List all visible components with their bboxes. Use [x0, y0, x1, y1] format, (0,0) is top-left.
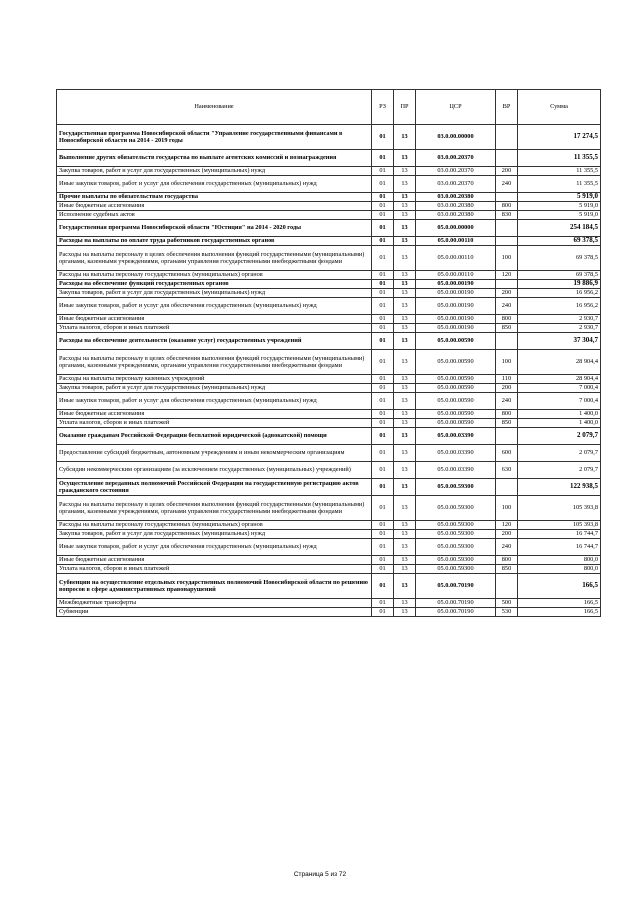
- table-row: [57, 599, 601, 608]
- table-row: [57, 608, 601, 617]
- cell-vr: [496, 428, 518, 445]
- cell-csr: 03.0.00.20370: [416, 150, 496, 167]
- cell-vr: [496, 150, 518, 167]
- cell-rz: 01: [372, 428, 394, 445]
- cell-csr: 05.0.00.03390: [416, 445, 496, 462]
- cell-sum: 800,0: [518, 565, 601, 574]
- table-row: [57, 176, 601, 193]
- cell-rz: 01: [372, 289, 394, 298]
- cell-csr: 05.0.00.70190: [416, 608, 496, 617]
- cell-vr: [496, 193, 518, 202]
- cell-rz: 01: [372, 298, 394, 315]
- cell-rz: 01: [372, 202, 394, 211]
- cell-vr: 120: [496, 271, 518, 280]
- cell-rz: 01: [372, 220, 394, 237]
- cell-rz: 01: [372, 599, 394, 608]
- cell-vr: 800: [496, 202, 518, 211]
- cell-pr: 13: [394, 211, 416, 220]
- cell-pr: 13: [394, 193, 416, 202]
- cell-name: Расходы на выплаты персоналу в целях обеспечения выполнения функций государственными (муниципальными) органами, казенными учреждениями, органами управления государственными внебюджетными фондами: [57, 350, 372, 375]
- table-body: [57, 125, 601, 617]
- table-row-section: [57, 193, 601, 202]
- table-row-section: [57, 333, 601, 350]
- page-number: Страница 5 из 72: [293, 871, 347, 878]
- table-row: [57, 167, 601, 176]
- cell-sum: 122 938,5: [518, 479, 601, 496]
- cell-pr: 13: [394, 479, 416, 496]
- cell-csr: 03.0.00.20380: [416, 202, 496, 211]
- cell-sum: 2 079,7: [518, 428, 601, 445]
- cell-sum: 105 393,8: [518, 521, 601, 530]
- cell-vr: 240: [496, 539, 518, 556]
- cell-csr: 05.0.00.70190: [416, 574, 496, 599]
- cell-vr: 110: [496, 375, 518, 384]
- cell-vr: 850: [496, 324, 518, 333]
- cell-sum: 166,5: [518, 599, 601, 608]
- cell-sum: 2 930,7: [518, 324, 601, 333]
- cell-rz: 01: [372, 574, 394, 599]
- cell-csr: 05.0.00.00590: [416, 350, 496, 375]
- cell-vr: 240: [496, 393, 518, 410]
- cell-name: Расходы на выплаты по оплате труда работников государственных органов: [57, 237, 372, 246]
- cell-sum: 166,5: [518, 608, 601, 617]
- cell-pr: 13: [394, 462, 416, 479]
- cell-name: Расходы на обеспечение деятельности (оказание услуг) государственных учреждений: [57, 333, 372, 350]
- cell-vr: 800: [496, 410, 518, 419]
- table-row: [57, 271, 601, 280]
- cell-pr: 13: [394, 565, 416, 574]
- cell-name: Прочие выплаты по обязательствам государства: [57, 193, 372, 202]
- cell-pr: 13: [394, 324, 416, 333]
- table-row-section: [57, 479, 601, 496]
- cell-sum: 7 000,4: [518, 393, 601, 410]
- cell-csr: 05.0.00.59300: [416, 539, 496, 556]
- cell-pr: 13: [394, 315, 416, 324]
- table-row: [57, 445, 601, 462]
- cell-pr: 13: [394, 539, 416, 556]
- cell-sum: 5 919,0: [518, 193, 601, 202]
- header-vr: ВР: [496, 90, 518, 125]
- cell-name: Субвенции на осуществление отдельных государственных полномочий Новосибирской области по решению вопросов в сфере административных правонарушений: [57, 574, 372, 599]
- cell-vr: 830: [496, 211, 518, 220]
- cell-name: Расходы на выплаты персоналу казенных учреждений: [57, 375, 372, 384]
- cell-csr: 05.0.00.59300: [416, 496, 496, 521]
- cell-csr: 03.0.00.20380: [416, 211, 496, 220]
- cell-name: Государственная программа Новосибирской области "Юстиция" на 2014 - 2020 годы: [57, 220, 372, 237]
- table-row: [57, 298, 601, 315]
- cell-rz: 01: [372, 280, 394, 289]
- cell-rz: 01: [372, 193, 394, 202]
- cell-name: Закупка товаров, работ и услуг для государственных (муниципальных) нужд: [57, 384, 372, 393]
- cell-pr: 13: [394, 237, 416, 246]
- cell-rz: 01: [372, 410, 394, 419]
- cell-vr: 530: [496, 608, 518, 617]
- cell-rz: 01: [372, 556, 394, 565]
- cell-name: Субвенции: [57, 608, 372, 617]
- table-row-section: [57, 220, 601, 237]
- header-name: Наименование: [57, 90, 372, 125]
- cell-pr: 13: [394, 608, 416, 617]
- cell-name: Субсидии некоммерческим организациям (за исключением государственных (муниципальных) учреждений): [57, 462, 372, 479]
- cell-pr: 13: [394, 496, 416, 521]
- cell-sum: 16 956,2: [518, 289, 601, 298]
- table-row-section: [57, 125, 601, 150]
- cell-pr: 13: [394, 220, 416, 237]
- cell-rz: 01: [372, 479, 394, 496]
- cell-pr: 13: [394, 393, 416, 410]
- table-row: [57, 324, 601, 333]
- cell-vr: 200: [496, 289, 518, 298]
- cell-pr: 13: [394, 350, 416, 375]
- cell-csr: 03.0.00.20380: [416, 193, 496, 202]
- cell-rz: 01: [372, 333, 394, 350]
- table-row: [57, 462, 601, 479]
- cell-csr: 05.0.00.59300: [416, 556, 496, 565]
- cell-sum: 28 904,4: [518, 375, 601, 384]
- cell-sum: 16 744,7: [518, 530, 601, 539]
- table-row: [57, 315, 601, 324]
- table-row: [57, 419, 601, 428]
- budget-table: [56, 89, 601, 617]
- cell-name: Иные закупки товаров, работ и услуг для обеспечения государственных (муниципальных) нужд: [57, 393, 372, 410]
- cell-name: Государственная программа Новосибирской области "Управление государственными финансами в Новосибирской области на 2014 - 2019 годы: [57, 125, 372, 150]
- table-row: [57, 556, 601, 565]
- cell-name: Оказание гражданам Российской Федерации бесплатной юридической (адвокатской) помощи: [57, 428, 372, 445]
- cell-name: Иные бюджетные ассигнования: [57, 410, 372, 419]
- cell-vr: 100: [496, 496, 518, 521]
- cell-pr: 13: [394, 445, 416, 462]
- cell-sum: 11 355,5: [518, 167, 601, 176]
- table-row: [57, 565, 601, 574]
- cell-rz: 01: [372, 375, 394, 384]
- table-row: [57, 246, 601, 271]
- cell-pr: 13: [394, 556, 416, 565]
- cell-rz: 01: [372, 393, 394, 410]
- cell-name: Расходы на выплаты персоналу в целях обеспечения выполнения функций государственными (муниципальными) органами, казенными учреждениями, органами управления государственными внебюджетными фондами: [57, 496, 372, 521]
- cell-csr: 05.0.00.00190: [416, 315, 496, 324]
- cell-name: Иные закупки товаров, работ и услуг для обеспечения государственных (муниципальных) нужд: [57, 298, 372, 315]
- cell-name: Уплата налогов, сборов и иных платежей: [57, 419, 372, 428]
- table-row-section: [57, 280, 601, 289]
- cell-csr: 05.0.00.00190: [416, 324, 496, 333]
- cell-csr: 05.0.00.59300: [416, 530, 496, 539]
- cell-csr: 05.0.00.03390: [416, 462, 496, 479]
- cell-name: Иные закупки товаров, работ и услуг для обеспечения государственных (муниципальных) нужд: [57, 176, 372, 193]
- cell-pr: 13: [394, 289, 416, 298]
- cell-sum: 254 184,5: [518, 220, 601, 237]
- cell-pr: 13: [394, 574, 416, 599]
- cell-pr: 13: [394, 202, 416, 211]
- cell-vr: 240: [496, 298, 518, 315]
- cell-csr: 05.0.00.00590: [416, 410, 496, 419]
- cell-csr: 05.0.00.00190: [416, 289, 496, 298]
- cell-sum: 69 378,5: [518, 271, 601, 280]
- cell-sum: 7 000,4: [518, 384, 601, 393]
- cell-sum: 105 393,8: [518, 496, 601, 521]
- cell-sum: 166,5: [518, 574, 601, 599]
- cell-name: Расходы на выплаты персоналу в целях обеспечения выполнения функций государственными (муниципальными) органами, казенными учреждениями, органами управления государственными внебюджетными фондами: [57, 246, 372, 271]
- cell-pr: 13: [394, 167, 416, 176]
- table-row-section: [57, 150, 601, 167]
- cell-vr: [496, 280, 518, 289]
- table-row: [57, 375, 601, 384]
- cell-csr: 05.0.00.00590: [416, 375, 496, 384]
- cell-name: Иные бюджетные ассигнования: [57, 202, 372, 211]
- cell-name: Закупка товаров, работ и услуг для государственных (муниципальных) нужд: [57, 530, 372, 539]
- cell-rz: 01: [372, 350, 394, 375]
- cell-csr: 03.0.00.00000: [416, 125, 496, 150]
- cell-pr: 13: [394, 428, 416, 445]
- cell-rz: 01: [372, 608, 394, 617]
- cell-csr: 05.0.00.00590: [416, 393, 496, 410]
- cell-rz: 01: [372, 167, 394, 176]
- cell-pr: 13: [394, 271, 416, 280]
- cell-name: Осуществление переданных полномочий Российской Федерации на государственную регистрацию актов гражданского состояния: [57, 479, 372, 496]
- table-row: [57, 393, 601, 410]
- cell-vr: [496, 125, 518, 150]
- cell-pr: 13: [394, 333, 416, 350]
- cell-rz: 01: [372, 150, 394, 167]
- cell-name: Закупка товаров, работ и услуг для государственных (муниципальных) нужд: [57, 289, 372, 298]
- cell-vr: 850: [496, 565, 518, 574]
- cell-csr: 05.0.00.59300: [416, 521, 496, 530]
- cell-rz: 01: [372, 176, 394, 193]
- cell-vr: 240: [496, 176, 518, 193]
- cell-name: Выполнение других обязательств государства по выплате агентских комиссий и вознаграждения: [57, 150, 372, 167]
- cell-rz: 01: [372, 315, 394, 324]
- cell-name: Расходы на обеспечение функций государственных органов: [57, 280, 372, 289]
- table-row: [57, 496, 601, 521]
- cell-vr: 200: [496, 530, 518, 539]
- cell-sum: 17 274,5: [518, 125, 601, 150]
- table-row: [57, 521, 601, 530]
- header-sum: Сумма: [518, 90, 601, 125]
- cell-sum: 28 904,4: [518, 350, 601, 375]
- cell-rz: 01: [372, 211, 394, 220]
- cell-sum: 16 744,7: [518, 539, 601, 556]
- cell-name: Иные бюджетные ассигнования: [57, 315, 372, 324]
- cell-sum: 800,0: [518, 556, 601, 565]
- cell-vr: 600: [496, 445, 518, 462]
- cell-vr: 800: [496, 556, 518, 565]
- cell-pr: 13: [394, 125, 416, 150]
- table-header-row: [57, 90, 601, 125]
- cell-vr: 630: [496, 462, 518, 479]
- cell-sum: 2 930,7: [518, 315, 601, 324]
- cell-name: Расходы на выплаты персоналу государственных (муниципальных) органов: [57, 271, 372, 280]
- cell-sum: 2 079,7: [518, 462, 601, 479]
- cell-sum: 11 355,5: [518, 150, 601, 167]
- cell-sum: 1 400,0: [518, 419, 601, 428]
- table-row-section: [57, 574, 601, 599]
- cell-vr: 500: [496, 599, 518, 608]
- cell-name: Расходы на выплаты персоналу государственных (муниципальных) органов: [57, 521, 372, 530]
- cell-vr: [496, 220, 518, 237]
- cell-name: Иные закупки товаров, работ и услуг для обеспечения государственных (муниципальных) нужд: [57, 539, 372, 556]
- cell-pr: 13: [394, 419, 416, 428]
- cell-rz: 01: [372, 125, 394, 150]
- cell-pr: 13: [394, 530, 416, 539]
- cell-pr: 13: [394, 375, 416, 384]
- cell-csr: 05.0.00.00590: [416, 384, 496, 393]
- cell-sum: 5 919,0: [518, 202, 601, 211]
- cell-rz: 01: [372, 271, 394, 280]
- cell-csr: 03.0.00.20370: [416, 176, 496, 193]
- cell-pr: 13: [394, 410, 416, 419]
- cell-rz: 01: [372, 565, 394, 574]
- table-row: [57, 530, 601, 539]
- cell-vr: [496, 333, 518, 350]
- cell-pr: 13: [394, 176, 416, 193]
- table-row: [57, 289, 601, 298]
- cell-sum: 5 919,0: [518, 211, 601, 220]
- cell-pr: 13: [394, 384, 416, 393]
- cell-name: Межбюджетные трансферты: [57, 599, 372, 608]
- cell-csr: 05.0.00.00590: [416, 333, 496, 350]
- cell-rz: 01: [372, 246, 394, 271]
- cell-sum: 19 886,9: [518, 280, 601, 289]
- cell-csr: 05.0.00.59300: [416, 565, 496, 574]
- cell-csr: 05.0.00.00590: [416, 419, 496, 428]
- cell-rz: 01: [372, 237, 394, 246]
- cell-vr: [496, 574, 518, 599]
- cell-vr: 100: [496, 246, 518, 271]
- cell-name: Предоставление субсидий бюджетным, автономным учреждениям и иным некоммерческим организациям: [57, 445, 372, 462]
- cell-pr: 13: [394, 280, 416, 289]
- cell-rz: 01: [372, 445, 394, 462]
- table-row: [57, 410, 601, 419]
- cell-rz: 01: [372, 419, 394, 428]
- cell-vr: 120: [496, 521, 518, 530]
- cell-name: Исполнение судебных актов: [57, 211, 372, 220]
- cell-pr: 13: [394, 150, 416, 167]
- cell-sum: 69 378,5: [518, 237, 601, 246]
- table-row-section: [57, 428, 601, 445]
- cell-rz: 01: [372, 462, 394, 479]
- cell-csr: 05.0.00.59300: [416, 479, 496, 496]
- cell-sum: 1 400,0: [518, 410, 601, 419]
- cell-vr: 850: [496, 419, 518, 428]
- cell-pr: 13: [394, 298, 416, 315]
- table-row: [57, 211, 601, 220]
- cell-csr: 05.0.00.00110: [416, 271, 496, 280]
- cell-pr: 13: [394, 246, 416, 271]
- table-row: [57, 384, 601, 393]
- cell-rz: 01: [372, 530, 394, 539]
- cell-csr: 05.0.00.00110: [416, 237, 496, 246]
- table-row: [57, 202, 601, 211]
- header-csr: ЦСР: [416, 90, 496, 125]
- cell-name: Уплата налогов, сборов и иных платежей: [57, 565, 372, 574]
- header-pr: ПР: [394, 90, 416, 125]
- cell-rz: 01: [372, 496, 394, 521]
- cell-name: Закупка товаров, работ и услуг для государственных (муниципальных) нужд: [57, 167, 372, 176]
- cell-vr: 200: [496, 384, 518, 393]
- cell-sum: 11 355,5: [518, 176, 601, 193]
- cell-vr: [496, 479, 518, 496]
- cell-rz: 01: [372, 521, 394, 530]
- cell-sum: 2 079,7: [518, 445, 601, 462]
- cell-sum: 69 378,5: [518, 246, 601, 271]
- cell-name: Иные бюджетные ассигнования: [57, 556, 372, 565]
- cell-vr: 100: [496, 350, 518, 375]
- cell-pr: 13: [394, 599, 416, 608]
- table-row: [57, 350, 601, 375]
- cell-csr: 05.0.00.00110: [416, 246, 496, 271]
- cell-csr: 05.0.00.03390: [416, 428, 496, 445]
- cell-name: Уплата налогов, сборов и иных платежей: [57, 324, 372, 333]
- cell-vr: 800: [496, 315, 518, 324]
- cell-sum: 16 956,2: [518, 298, 601, 315]
- cell-csr: 05.0.00.00190: [416, 280, 496, 289]
- cell-pr: 13: [394, 521, 416, 530]
- cell-csr: 05.0.00.70190: [416, 599, 496, 608]
- cell-csr: 03.0.00.20370: [416, 167, 496, 176]
- cell-vr: 200: [496, 167, 518, 176]
- cell-rz: 01: [372, 384, 394, 393]
- cell-rz: 01: [372, 324, 394, 333]
- cell-rz: 01: [372, 539, 394, 556]
- table-row-section: [57, 237, 601, 246]
- cell-sum: 37 304,7: [518, 333, 601, 350]
- cell-csr: 05.0.00.00190: [416, 298, 496, 315]
- cell-csr: 05.0.00.00000: [416, 220, 496, 237]
- header-rz: РЗ: [372, 90, 394, 125]
- cell-vr: [496, 237, 518, 246]
- table-row: [57, 539, 601, 556]
